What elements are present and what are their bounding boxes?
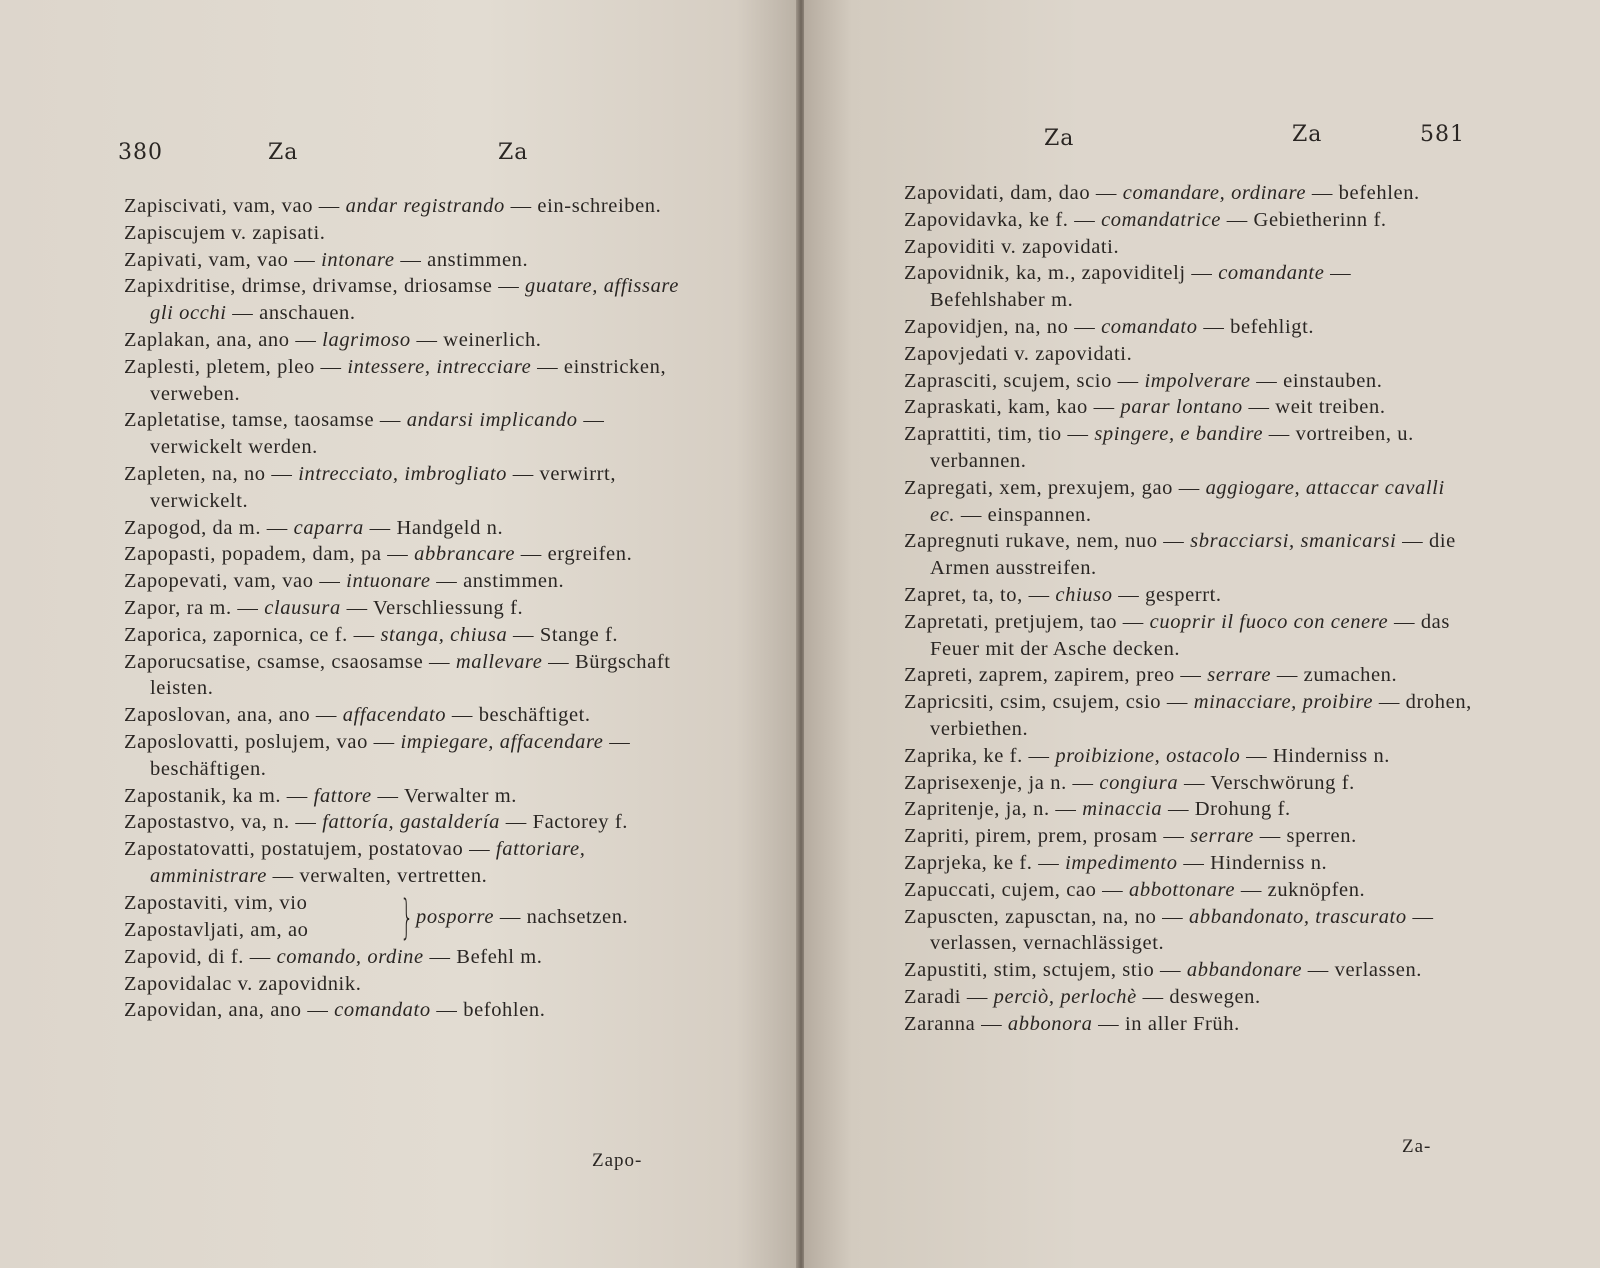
entry-german: — Drohung f.	[1167, 798, 1291, 821]
entry-italian: proibizione, ostacolo	[1055, 744, 1241, 767]
entry-german: — Bürgschaft leisten.	[150, 650, 671, 700]
entry-headword: Zaplakan, ana, ano —	[124, 328, 317, 351]
entry-headword: Zapiscivati, vam, vao —	[124, 195, 340, 217]
dictionary-entry	[124, 461, 694, 515]
entry-german: — Factorey f.	[505, 811, 628, 834]
entry-italian: comandante	[1218, 262, 1325, 285]
dictionary-entry	[124, 944, 694, 971]
dictionary-entry	[124, 809, 694, 836]
dictionary-entry	[904, 207, 1472, 234]
entry-italian: comandare, ordinare	[1122, 182, 1307, 204]
entry-german: — Hinderniss n.	[1183, 851, 1328, 874]
entry-headword: Zapostatovatti, postatujem, postatovao —	[124, 838, 491, 861]
dictionary-entry	[904, 796, 1472, 823]
dictionary-entry	[904, 662, 1472, 689]
entry-italian: abbrancare	[414, 543, 516, 566]
entry-italian: mallevare	[455, 650, 543, 673]
dictionary-entry	[904, 823, 1472, 850]
dictionary-entry	[904, 689, 1472, 743]
entry-headword: Zapricsiti, csim, csujem, csio —	[904, 691, 1188, 714]
entry-german: — befehligt.	[1203, 315, 1315, 338]
entry-italian: aggiogare, attaccar cavalli ec.	[930, 476, 1445, 526]
dictionary-entry	[124, 836, 694, 890]
dictionary-entry	[124, 997, 694, 1024]
entry-german: — beschäftiget.	[451, 704, 591, 727]
entry-italian: impiegare, affacendare	[400, 730, 604, 753]
dictionary-entry	[904, 984, 1472, 1011]
dictionary-entry	[904, 1011, 1472, 1038]
dictionary-entry	[904, 609, 1472, 663]
entry-headword: Zapuscten, zapusctan, na, no —	[904, 905, 1184, 928]
entry-german: — Befehl m.	[429, 945, 543, 968]
entry-german: — anschauen.	[232, 302, 356, 325]
brace-entry-line-2: Zapostavljati, am, ao	[124, 918, 309, 941]
entry-german: — Verschwörung f.	[1183, 771, 1355, 794]
entry-headword: Zapivati, vam, vao —	[124, 248, 316, 271]
dictionary-entry	[124, 247, 694, 274]
entry-german: — die Armen ausstreifen.	[930, 530, 1456, 580]
entry-headword: Zapletatise, tamse, taosamse —	[124, 409, 402, 432]
entry-italian: comandato	[1101, 315, 1198, 338]
entry-headword: Zapustiti, stim, sctujem, stio —	[904, 959, 1182, 982]
dictionary-entry	[124, 515, 694, 542]
dictionary-entry	[124, 729, 694, 783]
entry-italian: guatare, affissare gli occhi	[150, 275, 679, 325]
entry-german: — einstauben.	[1256, 369, 1383, 392]
dictionary-entry	[124, 273, 694, 327]
right-page	[804, 0, 1600, 1268]
entry-german: — Verschliessung f.	[346, 596, 524, 619]
dictionary-entry	[124, 702, 694, 729]
entry-headword: Zaposlovatti, poslujem, vao —	[124, 730, 395, 753]
entry-italian: serrare	[1207, 664, 1272, 687]
dictionary-entry	[904, 877, 1472, 904]
entry-italian: andar registrando	[345, 195, 505, 217]
dictionary-entry	[904, 743, 1472, 770]
page-number-left: 380	[118, 140, 163, 165]
dictionary-entry	[904, 850, 1472, 877]
entry-german: — sperren.	[1259, 825, 1357, 848]
catchword-right: Za-	[1402, 1136, 1432, 1157]
dictionary-entry	[124, 649, 694, 703]
entry-headword: Zapregnuti rukave, nem, nuo —	[904, 530, 1185, 553]
dictionary-entry	[124, 541, 694, 568]
entry-italian: abbonora	[1007, 1012, 1093, 1035]
entry-german: — das Feuer mit der Asche decken.	[930, 610, 1450, 660]
running-head-right-1: Za	[1044, 126, 1075, 151]
entry-german: — vortreiben, u. verbannen.	[930, 423, 1414, 472]
dictionary-entry	[124, 327, 694, 354]
entry-german: — beschäftigen.	[150, 730, 631, 780]
entry-headword: Zaprika, ke f. —	[904, 744, 1050, 767]
entry-italian: minaccia	[1082, 798, 1163, 821]
entry-headword: Zapogod, da m. —	[124, 516, 288, 539]
entry-italian: impedimento	[1065, 851, 1178, 874]
brace-entry-line-1: Zapostaviti, vim, vio	[124, 891, 308, 914]
entry-headword: Zapiscujem v. zapisati.	[124, 221, 326, 244]
entry-italian: clausura	[264, 596, 341, 619]
entry-italian: impolverare	[1144, 369, 1251, 392]
dictionary-entry	[904, 314, 1472, 341]
dictionary-entry	[904, 904, 1472, 958]
entry-german: — anstimmen.	[436, 570, 565, 593]
entry-italian: abbandonato, trascurato	[1189, 905, 1407, 928]
dictionary-entry	[904, 180, 1472, 207]
entry-headword: Zapovid, di f. —	[124, 945, 271, 968]
left-entry-list	[124, 193, 694, 1024]
entry-german: — verlassen.	[1307, 959, 1423, 982]
entry-italian: intrecciato, imbrogliato	[298, 462, 507, 485]
entry-german: — einstricken, verweben.	[150, 355, 667, 405]
entry-headword: Zapreti, zaprem, zapirem, preo —	[904, 664, 1202, 687]
entry-headword: Zaporucsatise, csamse, csaosamse —	[124, 650, 451, 673]
entry-italian: comandatrice	[1101, 208, 1221, 231]
entry-german: — verwirrt, verwickelt.	[150, 462, 617, 512]
entry-italian: comandato	[334, 999, 431, 1022]
dictionary-entry	[124, 595, 694, 622]
entry-headword: Zaporica, zapornica, ce f. —	[124, 623, 375, 646]
dictionary-entry	[904, 957, 1472, 984]
entry-italian: andarsi implicando	[406, 409, 578, 432]
entry-headword: Zapopevati, vam, vao —	[124, 570, 341, 593]
entry-italian: intuonare	[346, 570, 431, 593]
entry-headword: Zapretati, pretjujem, tao —	[904, 610, 1144, 633]
entry-headword: Zaprattiti, tim, tio —	[904, 423, 1089, 446]
entry-german: — deswegen.	[1142, 985, 1261, 1008]
dictionary-entry	[904, 341, 1472, 368]
dictionary-entry	[124, 783, 694, 810]
brace-entry-italian: posporre	[416, 905, 495, 928]
right-entry-list	[904, 180, 1472, 1038]
running-head-left-1: Za	[268, 140, 299, 165]
entry-german: — weit treiben.	[1248, 396, 1386, 419]
entry-headword: Zapret, ta, to, —	[904, 583, 1050, 606]
entry-headword: Zapritenje, ja, n. —	[904, 798, 1077, 821]
entry-italian: intessere, intrecciare	[347, 355, 532, 378]
entry-german: — Hinderniss n.	[1246, 744, 1391, 767]
entry-headword: Zapovidnik, ka, m., zapoviditelj —	[904, 262, 1213, 285]
entry-german: — einspannen.	[960, 503, 1092, 526]
dictionary-entry	[124, 622, 694, 649]
entry-german: — Stange f.	[513, 623, 619, 646]
dictionary-entry	[904, 770, 1472, 797]
entry-german: — gesperrt.	[1118, 583, 1222, 606]
entry-german: — zuknöpfen.	[1240, 878, 1366, 901]
entry-german: — befehlen.	[1311, 182, 1420, 204]
entry-italian: congiura	[1099, 771, 1179, 794]
running-head-right-2: Za	[1292, 122, 1323, 147]
dictionary-entry	[124, 354, 694, 408]
entry-german: — zumachen.	[1276, 664, 1398, 687]
entry-italian: stanga, chiusa	[380, 623, 508, 646]
entry-german: — Befehlshaber m.	[930, 262, 1352, 312]
entry-headword: Zapraskati, kam, kao —	[904, 396, 1115, 419]
entry-headword: Zapovidati, dam, dao —	[904, 182, 1118, 204]
entry-headword: Zaradi —	[904, 985, 988, 1008]
curly-brace-icon: }	[400, 889, 414, 944]
entry-german: — ein-schreiben.	[510, 195, 662, 217]
entry-german: — ergreifen.	[520, 543, 633, 566]
entry-headword: Zapleten, na, no —	[124, 462, 293, 485]
entry-headword: Zaposlovan, ana, ano —	[124, 704, 338, 727]
entry-german: — verwickelt werden.	[150, 409, 605, 459]
entry-italian: intonare	[321, 248, 395, 271]
entry-italian: comando, ordine	[276, 945, 424, 968]
entry-headword: Zaprjeka, ke f. —	[904, 851, 1060, 874]
entry-headword: Zaranna —	[904, 1012, 1003, 1035]
catchword-left: Zapo-	[592, 1150, 643, 1171]
dictionary-entry	[904, 394, 1472, 421]
entry-headword: Zapriti, pirem, prem, prosam —	[904, 825, 1185, 848]
entry-italian: sbracciarsi, smanicarsi	[1190, 530, 1397, 553]
entry-headword: Zapixdritise, drimse, drivamse, driosamse —	[124, 275, 520, 298]
entry-headword: Zapoviditi v. zapovidati.	[904, 235, 1120, 258]
entry-german: — befohlen.	[436, 999, 546, 1022]
entry-headword: Zapovidavka, ke f. —	[904, 208, 1096, 231]
entry-german: — Handgeld n.	[369, 516, 504, 539]
dictionary-entry	[124, 407, 694, 461]
entry-headword: Zapovidalac v. zapovidnik.	[124, 972, 362, 995]
entry-german: — weinerlich.	[416, 328, 542, 351]
entry-headword: Zapuccati, cujem, cao —	[904, 878, 1124, 901]
entry-german: — verwalten, vertretten.	[272, 864, 488, 887]
dictionary-entry	[124, 568, 694, 595]
entry-german: — verlassen, vernachlässiget.	[930, 905, 1434, 955]
dictionary-entry	[904, 368, 1472, 395]
dictionary-entry	[904, 421, 1472, 475]
entry-headword: Zaprasciti, scujem, scio —	[904, 369, 1139, 392]
entry-headword: Zapor, ra m. —	[124, 596, 259, 619]
dictionary-entry	[904, 528, 1472, 582]
entry-german: — drohen, verbiethen.	[930, 691, 1472, 740]
entry-italian: chiuso	[1055, 583, 1113, 606]
entry-italian: fattoría, gastaldería	[322, 811, 501, 834]
dictionary-entry	[904, 475, 1472, 529]
entry-headword: Zaprisexenje, ja n. —	[904, 771, 1094, 794]
entry-italian: perciò, perlochè	[993, 985, 1137, 1008]
running-head-left-2: Za	[498, 140, 529, 165]
entry-headword: Zapostastvo, va, n. —	[124, 811, 317, 834]
entry-italian: spingere, e bandire	[1094, 423, 1264, 446]
dictionary-entry	[124, 971, 694, 998]
entry-italian: serrare	[1190, 825, 1254, 848]
entry-italian: abbottonare	[1129, 878, 1236, 901]
entry-italian: abbandonare	[1186, 959, 1303, 982]
entry-italian: minacciare, proibire	[1193, 691, 1374, 714]
entry-italian: parar lontano	[1120, 396, 1243, 419]
entry-headword: Zapopasti, popadem, dam, pa —	[124, 543, 409, 566]
entry-german: — Verwalter m.	[377, 784, 518, 807]
entry-german: — Gebietherinn f.	[1226, 208, 1387, 231]
entry-italian: caparra	[293, 516, 364, 539]
entry-headword: Zapovidan, ana, ano —	[124, 999, 329, 1022]
entry-italian: fattoriare, amministrare	[150, 838, 586, 887]
entry-german: — anstimmen.	[400, 248, 529, 271]
entry-headword: Zapovjedati v. zapovidati.	[904, 342, 1133, 365]
entry-headword: Zapostanik, ka m. —	[124, 784, 308, 807]
brace-entry-translation	[416, 904, 628, 931]
entry-headword: Zapregati, xem, prexujem, gao —	[904, 476, 1200, 499]
dictionary-entry	[124, 193, 694, 220]
brace-entry-german: — nachsetzen.	[499, 905, 629, 928]
dictionary-entry	[904, 234, 1472, 261]
entry-headword: Zapovidjen, na, no —	[904, 315, 1096, 338]
brace-entry	[124, 890, 694, 944]
dictionary-entry	[904, 582, 1472, 609]
entry-italian: cuoprir il fuoco con cenere	[1149, 610, 1389, 633]
entry-italian: affacendato	[342, 704, 447, 727]
entry-italian: fattore	[313, 784, 372, 807]
page-number-right: 581	[1420, 122, 1465, 147]
dictionary-entry	[904, 260, 1472, 314]
dictionary-entry	[124, 220, 694, 247]
entry-headword: Zaplesti, pletem, pleo —	[124, 355, 342, 378]
entry-italian: lagrimoso	[322, 328, 411, 351]
entry-german: — in aller Früh.	[1098, 1012, 1240, 1035]
